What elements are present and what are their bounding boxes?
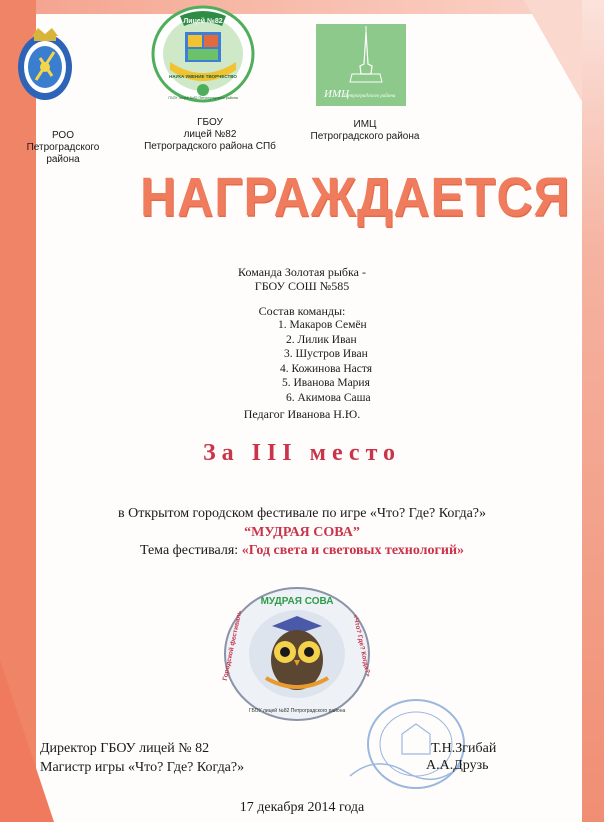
imc-logo-icon bbox=[316, 24, 406, 106]
festival-theme-label: Тема фестиваля: bbox=[139, 543, 242, 558]
certificate-date: 17 декабря 2014 года bbox=[239, 800, 365, 815]
emblem-bottom-text: ГБОУ лицей №82 Петроградского района bbox=[248, 708, 346, 714]
border-bottom bbox=[0, 822, 604, 840]
certificate-title: НАГРАЖДАЕТСЯ bbox=[140, 166, 571, 228]
award-place: За III место bbox=[202, 440, 402, 466]
org-left-line-2: Петроградского bbox=[26, 142, 100, 153]
org-left bbox=[18, 130, 108, 166]
org-left-line-3: района bbox=[46, 154, 80, 165]
org-center-line-1: ГБОУ bbox=[197, 117, 223, 128]
lyceum-logo-top-text: Лицей №82 bbox=[183, 18, 223, 25]
imc-logo-title: ИМЦ bbox=[324, 88, 350, 100]
director-role: Директор ГБОУ лицей № 82 bbox=[40, 741, 210, 756]
org-left-line-1: РОО bbox=[51, 130, 74, 141]
border-top bbox=[0, 0, 604, 14]
team-school: ГБОУ СОШ №585 bbox=[254, 279, 350, 293]
list-item: 5. Иванова Мария bbox=[282, 377, 370, 390]
list-item: 1. Макаров Семён bbox=[278, 319, 367, 331]
emblem-top-text: МУДРАЯ СОВА bbox=[260, 596, 334, 607]
org-center-line-3: Петроградского района СПб bbox=[144, 141, 276, 152]
members-list bbox=[270, 318, 372, 406]
org-right-line-1: ИМЦ bbox=[353, 119, 377, 130]
festival-theme-value: «Год света и световых технологий» bbox=[241, 543, 465, 558]
list-item: 2. Лилик Иван bbox=[286, 333, 357, 346]
list-item: 3. Шустров Иван bbox=[284, 348, 368, 361]
master-name: А.А.Друзь bbox=[426, 758, 489, 773]
org-center-line-2: лицей №82 bbox=[183, 129, 237, 140]
lyceum-82-logo-icon bbox=[150, 4, 256, 104]
org-center bbox=[140, 117, 280, 153]
festival-line: в Открытом городском фестивале по игре «Что? Где? Когда?» bbox=[117, 506, 487, 521]
festival-theme bbox=[0, 543, 604, 559]
org-right-line-2: Петроградского района bbox=[310, 131, 420, 142]
members-heading: Состав команды: bbox=[258, 304, 346, 318]
emblem-right-text: «Что? Где? Когда?» bbox=[351, 613, 372, 678]
teacher: Педагог Иванова Н.Ю. bbox=[243, 407, 361, 421]
roo-emblem-icon bbox=[14, 22, 76, 104]
festival-name: “МУДРАЯ СОВА” bbox=[244, 525, 360, 540]
imc-logo-subtitle: Петроградского района bbox=[344, 94, 396, 99]
lyceum-logo-bottom-text: ГБОУ лицей №82 Петроградского района bbox=[168, 96, 238, 100]
lyceum-logo-motto-text: НАУКА УМЕНИЕ ТВОРЧЕСТВО bbox=[169, 74, 237, 79]
list-item: 4. Кожинова Настя bbox=[280, 362, 372, 375]
team-name: Команда Золотая рыбка - bbox=[238, 265, 366, 279]
emblem-left-text: Городской фестиваль bbox=[222, 610, 244, 682]
director-name: Т.Н.Згибай bbox=[431, 741, 497, 756]
org-right bbox=[310, 119, 420, 143]
list-item: 6. Акимова Саша bbox=[286, 391, 371, 404]
master-role: Магистр игры «Что? Где? Когда?» bbox=[40, 760, 245, 775]
